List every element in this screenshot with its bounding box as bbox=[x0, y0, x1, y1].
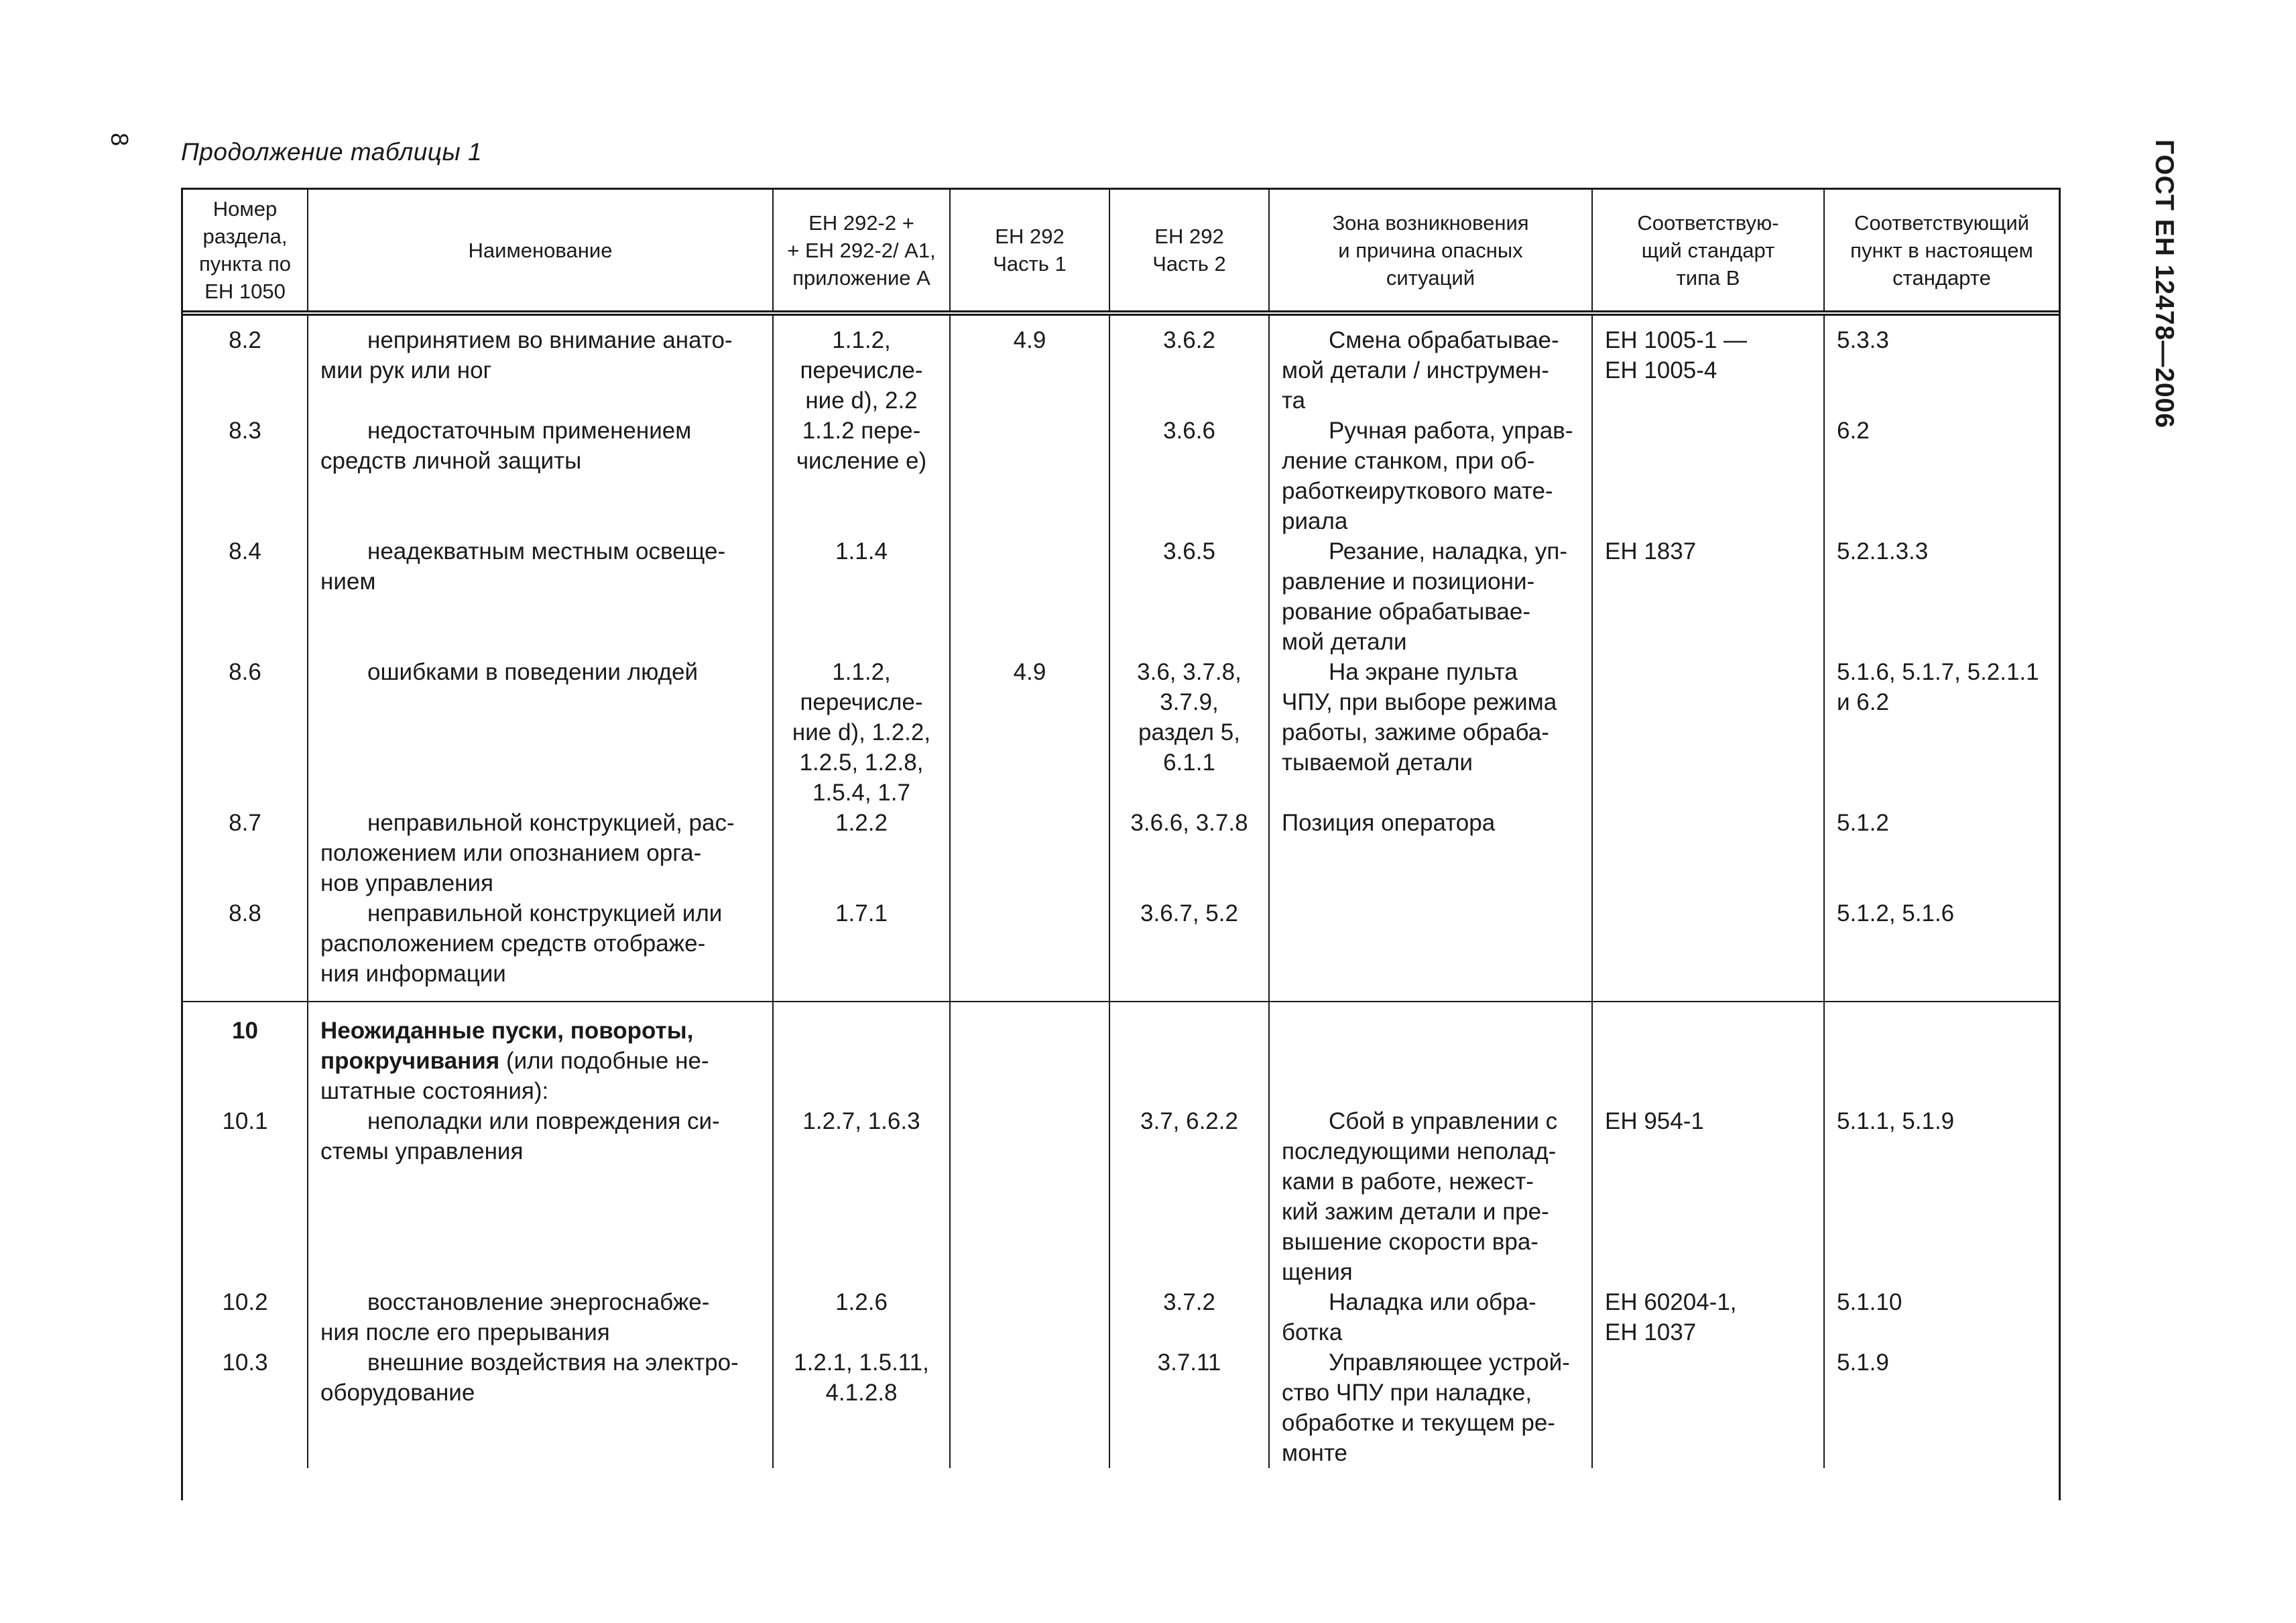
name-text: мии рук или ног bbox=[320, 357, 492, 383]
cell-line: щий стандарт bbox=[1641, 238, 1775, 262]
cell-clause bbox=[1824, 313, 2059, 416]
table bbox=[183, 190, 2059, 1468]
cell-line bbox=[320, 1046, 760, 1076]
header-name bbox=[308, 190, 773, 313]
cell-line: 3.6.5 bbox=[1163, 538, 1215, 564]
name-text: внешние воздействия на электро- bbox=[367, 1349, 739, 1376]
cell-part2 bbox=[1109, 536, 1269, 657]
zone-text: мой детали bbox=[1282, 629, 1407, 655]
cell-name bbox=[308, 416, 773, 536]
name-text: положением или опознанием орга- bbox=[320, 840, 702, 866]
cell-line: пункт в настоящем bbox=[1850, 238, 2033, 262]
name-text: неадекватным местным освеще- bbox=[367, 538, 726, 564]
table-row bbox=[183, 1106, 2059, 1287]
cell-line bbox=[1282, 1317, 1579, 1347]
table-row bbox=[183, 808, 2059, 898]
zone-text: равление и позициони- bbox=[1282, 568, 1535, 595]
cell-number: 10.1 bbox=[183, 1106, 308, 1287]
cell-zone bbox=[1269, 898, 1592, 1002]
cell-part2 bbox=[1109, 1287, 1269, 1347]
table-row bbox=[183, 313, 2059, 416]
table-row bbox=[183, 1347, 2059, 1468]
cell-line: 3.7.11 bbox=[1157, 1349, 1221, 1376]
cell-line: штатные состояния): bbox=[320, 1078, 549, 1104]
cell-line: ситуаций bbox=[1386, 265, 1475, 290]
zone-text: вышение скорости вра- bbox=[1282, 1229, 1538, 1255]
cell-line bbox=[320, 1287, 760, 1317]
cell-line: 6.2 bbox=[1837, 418, 1870, 444]
name-text: стемы управления bbox=[320, 1138, 524, 1164]
name-text: расположением средств отображе- bbox=[320, 930, 706, 957]
cell-en-292-2 bbox=[773, 808, 950, 898]
zone-text: Смена обрабатывае- bbox=[1329, 327, 1559, 353]
cell-standard bbox=[1592, 536, 1824, 657]
cell-clause bbox=[1824, 657, 2059, 808]
cell-line: 5.3.3 bbox=[1837, 327, 1889, 353]
cell-line: 5.1.10 bbox=[1837, 1289, 1902, 1315]
cell-line bbox=[320, 657, 760, 687]
cell-line: раздела, bbox=[202, 225, 288, 248]
cell-zone bbox=[1269, 1287, 1592, 1347]
cell-line bbox=[1282, 627, 1579, 657]
cell-line: Номер bbox=[213, 197, 278, 221]
table-row bbox=[183, 536, 2059, 657]
zone-text: тываемой детали bbox=[1282, 749, 1473, 776]
cell-name bbox=[308, 898, 773, 1002]
cell-clause bbox=[1824, 808, 2059, 898]
cell-line bbox=[1282, 597, 1579, 627]
cell-line: 5.1.1, 5.1.9 bbox=[1837, 1108, 1955, 1134]
zone-text: ЧПУ, при выборе режима bbox=[1282, 689, 1557, 715]
cell-line bbox=[1282, 1378, 1579, 1408]
header-section-number bbox=[183, 190, 308, 313]
cell-line: 3.6.6, 3.7.8 bbox=[1130, 810, 1248, 836]
cell-line bbox=[1282, 1197, 1579, 1227]
header-row bbox=[183, 190, 2059, 313]
cell-line: ЕН 292 bbox=[995, 225, 1065, 248]
zone-text: риала bbox=[1282, 508, 1348, 534]
cell-zone bbox=[1269, 808, 1592, 898]
cell-name bbox=[308, 657, 773, 808]
cell-line: 3.6, 3.7.8, bbox=[1137, 659, 1242, 685]
zone-text: последующими неполад- bbox=[1282, 1138, 1557, 1164]
cell-line: перечисле- bbox=[800, 689, 923, 715]
cell-line bbox=[1282, 1408, 1579, 1438]
zone-text: ботка bbox=[1282, 1319, 1343, 1345]
cell-number: 8.8 bbox=[183, 898, 308, 1002]
cell-line: Соответствую- bbox=[1637, 211, 1779, 235]
header-clause bbox=[1824, 190, 2059, 313]
cell-standard bbox=[1592, 313, 1824, 416]
cell-en-292-2 bbox=[773, 1106, 950, 1287]
cell-line: 3.7.9, bbox=[1160, 689, 1219, 715]
zone-text: Управляющее устрой- bbox=[1329, 1349, 1570, 1376]
cell-name bbox=[308, 1347, 773, 1468]
cell-line bbox=[1282, 416, 1579, 446]
cell-clause bbox=[1824, 1347, 2059, 1468]
cell-line: раздел 5, bbox=[1138, 719, 1240, 745]
page-number: 8 bbox=[106, 133, 133, 147]
name-text: неполадки или повреждения си- bbox=[367, 1108, 720, 1134]
cell-line: Наименование bbox=[468, 238, 613, 262]
cell-line bbox=[320, 1378, 760, 1408]
cell-part2 bbox=[1109, 313, 1269, 416]
cell-line bbox=[1282, 687, 1579, 717]
cell-en-292-2 bbox=[773, 1287, 950, 1347]
cell-name bbox=[308, 313, 773, 416]
cell-line: + ЕН 292-2/ А1, bbox=[787, 238, 936, 262]
table-caption: Продолжение таблицы 1 bbox=[181, 138, 483, 166]
cell-standard bbox=[1592, 898, 1824, 1002]
cell-line: 6.1.1 bbox=[1163, 749, 1215, 776]
cell-line bbox=[320, 1016, 760, 1046]
cell-line bbox=[320, 355, 760, 385]
zone-text: кий зажим детали и пре- bbox=[1282, 1199, 1549, 1225]
name-text: ния после его прерывания bbox=[320, 1319, 610, 1345]
cell-line bbox=[320, 808, 760, 838]
zone-text: работкеируткового мате- bbox=[1282, 478, 1553, 504]
table-row bbox=[183, 657, 2059, 808]
name-text: ния информации bbox=[320, 961, 506, 987]
cell-line bbox=[1282, 1166, 1579, 1197]
zone-text: Сбой в управлении с bbox=[1329, 1108, 1558, 1134]
cell-line bbox=[1282, 325, 1579, 355]
name-text: непринятием во внимание анато- bbox=[367, 327, 733, 353]
group-title-bold: прокручивания bbox=[320, 1048, 500, 1074]
cell-line: 1.2.6 bbox=[835, 1289, 888, 1315]
cell-line bbox=[320, 446, 760, 476]
cell-line bbox=[1282, 717, 1579, 747]
cell-line bbox=[1282, 808, 1579, 838]
cell-line bbox=[320, 1106, 760, 1136]
cell-line: 1.1.4 bbox=[835, 538, 888, 564]
cell-line: ЕН 1037 bbox=[1605, 1319, 1697, 1345]
cell-standard bbox=[1592, 1287, 1824, 1347]
cell-line bbox=[1282, 1257, 1579, 1287]
zone-text: На экране пульта bbox=[1329, 659, 1518, 685]
cell-line: ЕН 292-2 + bbox=[808, 211, 914, 235]
cell-line bbox=[1282, 747, 1579, 778]
cell-line: типа В bbox=[1676, 265, 1740, 290]
cell-number: 10.2 bbox=[183, 1287, 308, 1347]
cell-line: ЕН 1005-4 bbox=[1605, 357, 1717, 383]
cell-line: перечисле- bbox=[800, 357, 923, 383]
cell-line: 4.1.2.8 bbox=[825, 1380, 898, 1406]
cell-name bbox=[308, 808, 773, 898]
cell-line: ЕН 954-1 bbox=[1605, 1108, 1704, 1134]
cell-number: 8.7 bbox=[183, 808, 308, 898]
cell-line bbox=[1282, 657, 1579, 687]
cell-line bbox=[320, 898, 760, 928]
zone-text: ство ЧПУ при наладке, bbox=[1282, 1380, 1532, 1406]
zone-text: ками в работе, нежест- bbox=[1282, 1168, 1534, 1195]
cell-line bbox=[320, 325, 760, 355]
cell-en-292-2 bbox=[773, 536, 950, 657]
cell-number: 8.4 bbox=[183, 536, 308, 657]
zone-text: работы, зажиме обраба- bbox=[1282, 719, 1549, 745]
cell-name bbox=[308, 1287, 773, 1347]
zone-text: Позиция оператора bbox=[1282, 810, 1496, 836]
name-text: недостаточным применением bbox=[367, 418, 692, 444]
cell-line: и 6.2 bbox=[1837, 689, 1889, 715]
cell-line: 1.1.2, bbox=[832, 659, 891, 685]
cell-line bbox=[1282, 506, 1579, 536]
name-text: оборудование bbox=[320, 1380, 475, 1406]
cell-line: 3.6.2 bbox=[1163, 327, 1215, 353]
group-title-bold: Неожиданные пуски, повороты, bbox=[320, 1018, 694, 1044]
cell-number: 10 bbox=[183, 1002, 308, 1106]
cell-line: 5.2.1.3.3 bbox=[1837, 538, 1929, 564]
zone-text: Резание, наладка, уп- bbox=[1329, 538, 1568, 564]
name-text: нием bbox=[320, 568, 376, 595]
cell-line: ние d), 2.2 bbox=[805, 387, 918, 414]
zone-text: рование обрабатывае- bbox=[1282, 599, 1531, 625]
group-heading-row bbox=[183, 1002, 2059, 1106]
name-text: неправильной конструкцией или bbox=[367, 900, 723, 926]
hazards-table bbox=[181, 188, 2061, 1500]
cell-part1 bbox=[950, 1347, 1109, 1468]
zone-text: щения bbox=[1282, 1259, 1353, 1285]
cell-line: 1.1.2, bbox=[832, 327, 891, 353]
cell-line: 1.1.2 пере- bbox=[802, 418, 921, 444]
cell-line bbox=[320, 1136, 760, 1166]
cell-line: ЕН 292 bbox=[1154, 225, 1224, 248]
zone-text: монте bbox=[1282, 1440, 1347, 1466]
cell-line bbox=[320, 1317, 760, 1347]
cell-line: Соответствующий bbox=[1854, 211, 2029, 235]
cell-line bbox=[1282, 566, 1579, 597]
name-text: ошибками в поведении людей bbox=[367, 659, 699, 685]
cell-line: пункта по bbox=[198, 252, 292, 276]
cell-line: 1.7.1 bbox=[835, 900, 888, 926]
cell-line: 3.7, 6.2.2 bbox=[1140, 1108, 1238, 1134]
cell-standard bbox=[1592, 808, 1824, 898]
cell-line: ЕН 60204-1, bbox=[1605, 1289, 1737, 1315]
cell-name bbox=[308, 1106, 773, 1287]
cell-number: 8.2 bbox=[183, 313, 308, 416]
name-text: восстановление энергоснабже- bbox=[367, 1289, 710, 1315]
cell-clause bbox=[1824, 1287, 2059, 1347]
cell-line bbox=[1282, 536, 1579, 566]
cell-part1 bbox=[950, 808, 1109, 898]
cell-line bbox=[320, 1347, 760, 1378]
cell-line bbox=[1282, 1227, 1579, 1257]
cell-line: 5.1.2 bbox=[1837, 810, 1889, 836]
cell-line bbox=[320, 416, 760, 446]
cell-line bbox=[1282, 1136, 1579, 1166]
header-en-292-2 bbox=[773, 190, 950, 313]
cell-number: 10.3 bbox=[183, 1347, 308, 1468]
cell-line: ние d), 1.2.2, bbox=[792, 719, 931, 745]
cell-standard bbox=[1592, 1106, 1824, 1287]
cell-part2 bbox=[1109, 657, 1269, 808]
header-hazard-zone bbox=[1269, 190, 1592, 313]
cell-line: 1.2.2 bbox=[835, 810, 888, 836]
name-text: неправильной конструкцией, рас- bbox=[367, 810, 735, 836]
cell-line: Часть 2 bbox=[1152, 252, 1226, 276]
cell-line bbox=[1282, 1106, 1579, 1136]
cell-part1: 4.9 bbox=[950, 657, 1109, 808]
cell-line bbox=[320, 536, 760, 566]
cell-standard bbox=[1592, 1347, 1824, 1468]
zone-text: ление станком, при об- bbox=[1282, 448, 1535, 474]
cell-line: числение е) bbox=[796, 448, 927, 474]
cell-line bbox=[320, 868, 760, 898]
cell-part1 bbox=[950, 536, 1109, 657]
cell-part2 bbox=[1109, 808, 1269, 898]
table-row bbox=[183, 898, 2059, 1002]
header-en-292-part1 bbox=[950, 190, 1109, 313]
name-text: нов управления bbox=[320, 870, 494, 896]
cell-en-292-2 bbox=[773, 657, 950, 808]
cell-line: 3.6.7, 5.2 bbox=[1140, 900, 1238, 926]
cell-line: Часть 1 bbox=[993, 252, 1067, 276]
name-text: средств личной защиты bbox=[320, 448, 582, 474]
cell-zone bbox=[1269, 1106, 1592, 1287]
cell-standard bbox=[1592, 416, 1824, 536]
cell-number: 8.3 bbox=[183, 416, 308, 536]
zone-text: мой детали / инструмен- bbox=[1282, 357, 1549, 383]
cell-line bbox=[1282, 355, 1579, 385]
header-type-b-standard bbox=[1592, 190, 1824, 313]
cell-line: ЕН 1837 bbox=[1605, 538, 1697, 564]
cell-en-292-2 bbox=[773, 1347, 950, 1468]
cell-line bbox=[1282, 446, 1579, 476]
cell-line bbox=[320, 959, 760, 989]
cell-line bbox=[320, 838, 760, 868]
cell-line: Зона возникновения bbox=[1332, 211, 1529, 235]
cell-clause bbox=[1824, 416, 2059, 536]
zone-text: Наладка или обра- bbox=[1329, 1289, 1536, 1315]
cell-line: 3.6.6 bbox=[1163, 418, 1215, 444]
cell-part2 bbox=[1109, 1347, 1269, 1468]
cell-zone bbox=[1269, 657, 1592, 808]
cell-en-292-2 bbox=[773, 416, 950, 536]
cell-line: 1.5.4, 1.7 bbox=[812, 780, 910, 806]
zone-text: Ручная работа, управ- bbox=[1329, 418, 1573, 444]
cell-line: и причина опасных bbox=[1338, 238, 1523, 262]
table-row bbox=[183, 416, 2059, 536]
cell-line bbox=[320, 928, 760, 959]
cell-line bbox=[1282, 1287, 1579, 1317]
cell-line: ЕН 1005-1 — bbox=[1605, 327, 1748, 353]
cell-part1 bbox=[950, 1106, 1109, 1287]
cell-zone bbox=[1269, 536, 1592, 657]
cell-standard bbox=[1592, 657, 1824, 808]
cell-clause bbox=[1824, 898, 2059, 1002]
cell-part1: 4.9 bbox=[950, 313, 1109, 416]
cell-zone bbox=[1269, 313, 1592, 416]
cell-part2 bbox=[1109, 898, 1269, 1002]
cell-line: 3.7.2 bbox=[1163, 1289, 1215, 1315]
cell-part1 bbox=[950, 416, 1109, 536]
cell-number: 8.6 bbox=[183, 657, 308, 808]
cell-line bbox=[1282, 476, 1579, 506]
cell-line bbox=[320, 566, 760, 597]
cell-line bbox=[1282, 1347, 1579, 1378]
zone-text: обработке и текущем ре- bbox=[1282, 1410, 1555, 1436]
zone-text: та bbox=[1282, 387, 1306, 414]
cell-group-title bbox=[308, 1002, 773, 1106]
header-en-292-part2 bbox=[1109, 190, 1269, 313]
cell-zone bbox=[1269, 1347, 1592, 1468]
cell-name bbox=[308, 536, 773, 657]
cell-clause bbox=[1824, 1106, 2059, 1287]
cell-line: 1.2.5, 1.2.8, bbox=[799, 749, 924, 776]
table-row bbox=[183, 1287, 2059, 1347]
cell-line: 1.2.1, 1.5.11, bbox=[794, 1349, 929, 1376]
standard-title: ГОСТ ЕН 12478—2006 bbox=[2150, 139, 2179, 429]
cell-part1 bbox=[950, 1287, 1109, 1347]
cell-line: стандарте bbox=[1892, 265, 1991, 290]
cell-part2 bbox=[1109, 416, 1269, 536]
cell-line bbox=[1282, 1438, 1579, 1468]
cell-en-292-2 bbox=[773, 898, 950, 1002]
cell-line: 5.1.6, 5.1.7, 5.2.1.1 bbox=[1837, 659, 2039, 685]
cell-en-292-2 bbox=[773, 313, 950, 416]
cell-clause bbox=[1824, 536, 2059, 657]
cell-part2 bbox=[1109, 1106, 1269, 1287]
cell-line: 1.2.7, 1.6.3 bbox=[802, 1108, 920, 1134]
cell-line: ЕН 1050 bbox=[204, 280, 286, 303]
cell-zone bbox=[1269, 416, 1592, 536]
cell-part1 bbox=[950, 898, 1109, 1002]
cell-line: 5.1.9 bbox=[1837, 1349, 1889, 1376]
group-title-text: (или подобные не- bbox=[499, 1048, 709, 1074]
cell-line: приложение А bbox=[792, 265, 930, 290]
cell-line: 5.1.2, 5.1.6 bbox=[1837, 900, 1955, 926]
cell-line bbox=[1282, 385, 1579, 416]
